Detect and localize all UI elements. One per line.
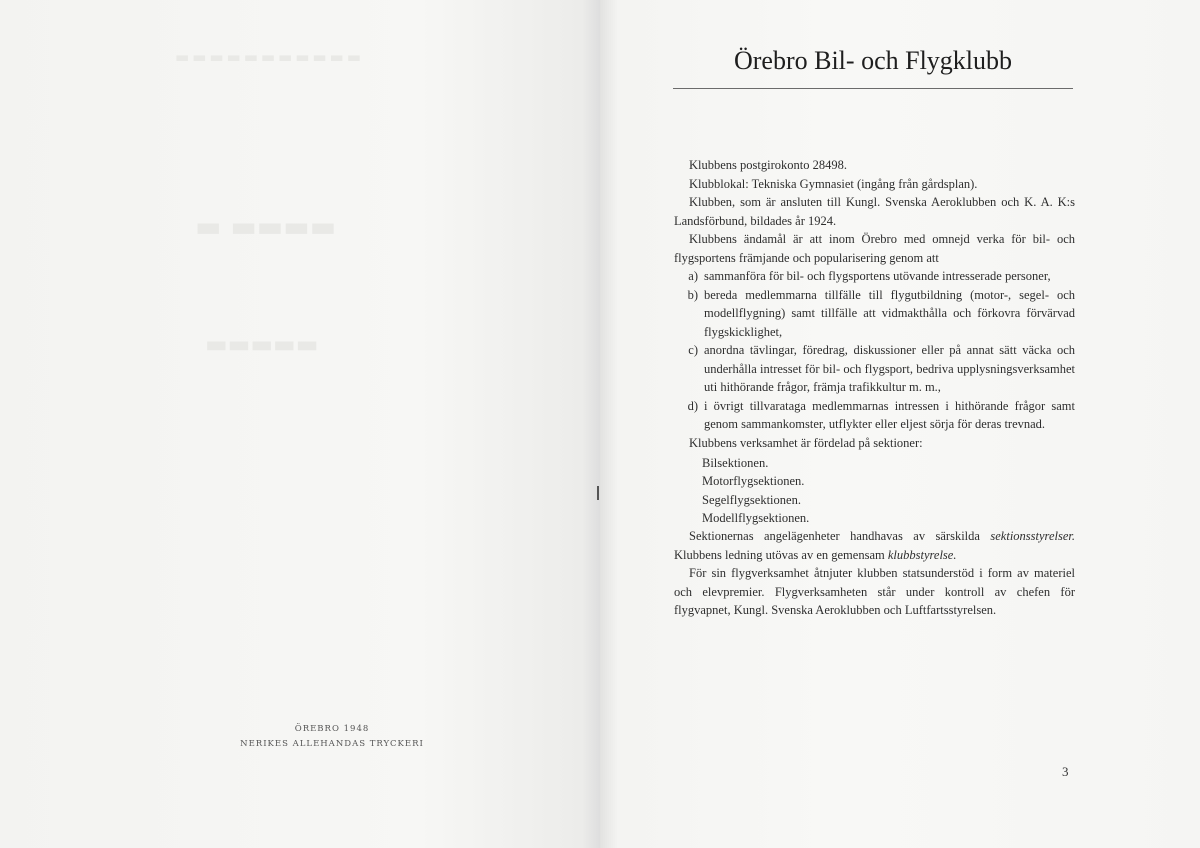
- list-item: [674, 397, 1075, 434]
- list-marker: c): [688, 343, 698, 357]
- management-italic-1: sektionsstyrelser.: [990, 529, 1075, 544]
- list-marker: a): [688, 269, 698, 283]
- list-text: anordna tävlingar, föredrag, diskussioner eller på annat sätt väcka och underhålla intresset för bil- och flygsport, bedriva upplysningsverksamhet uti hithörande frågor, främja trafikkultur m. m.,: [704, 343, 1075, 394]
- sections-list: [702, 454, 1075, 527]
- paragraph-management: [674, 527, 1075, 564]
- paragraph-postgiro: Klubbens postgirokonto 28498.: [689, 158, 847, 172]
- list-item: [674, 286, 1075, 342]
- list-item: [674, 267, 1075, 286]
- list-text: sammanföra för bil- och flygsportens utövande intresserade personer,: [704, 269, 1051, 283]
- list-marker: d): [687, 398, 698, 413]
- bleed-through-text: ▬ ▬▬▬▬: [195, 210, 337, 243]
- page-title: Örebro Bil- och Flygklubb: [733, 46, 1013, 75]
- section-item: Segelflygsektionen.: [702, 492, 801, 507]
- list-text: bereda medlemmarna tillfälle till flygutbildning (motor-, segel- och modellflygning) samt tillfälle att vidmakthålla och förkovra förvärvad flygskicklighet,: [704, 287, 1075, 339]
- list-marker: b): [687, 287, 698, 302]
- section-item: Modellflygsektionen.: [702, 510, 810, 525]
- management-text-b: Klubbens ledning utövas av en gemensam: [674, 547, 888, 562]
- paragraph-clubroom: Klubblokal: Tekniska Gymnasiet (ingång från gårdsplan).: [689, 176, 978, 191]
- management-italic-2: klubbstyrelse.: [887, 547, 957, 562]
- paragraph-sections-intro: Klubbens verksamhet är fördelad på sektioner:: [689, 435, 923, 450]
- list-item: [674, 341, 1075, 397]
- title-rule: [673, 88, 1073, 89]
- page-number: 3: [1062, 764, 1069, 779]
- imprint-place-year: ÖREBRO 1948: [294, 724, 370, 734]
- bleed-through-text: ▬▬▬▬▬: [205, 330, 319, 358]
- imprint-printer: NERIKES ALLEHANDAS TRYCKERI: [240, 739, 424, 749]
- paragraph-founding: Klubben, som är ansluten till Kungl. Svenska Aeroklubben och K. A. K:s Landsförbund, bildades år 1924.: [674, 195, 1075, 228]
- gutter-mark: [597, 486, 599, 500]
- section-item: Bilsektionen.: [702, 456, 769, 470]
- paragraph-flight-operations: För sin flygverksamhet åtnjuter klubben statsunderstöd i form av materiel och elevpremier. Flygverksamheten står under kontroll av chefen för flygvapnet, Kungl. Svenska Aeroklubben och Luftfartsstyrelsen.: [674, 566, 1075, 618]
- section-item: Motorflygsektionen.: [702, 474, 805, 489]
- paragraph-purpose: Klubbens ändamål är att inom Örebro med omnejd verka för bil- och flygsportens främjande och popularisering genom att: [674, 232, 1075, 265]
- management-text-a: Sektionernas angelägenheter handhavas av särskilda: [689, 529, 991, 544]
- printer-imprint: [232, 722, 432, 752]
- list-text: i övrigt tillvarataga medlemmarnas intressen i hithörande frågor samt genom sammankomster, utflykter eller eljest sörja för deras trevnad.: [704, 398, 1075, 431]
- bleed-through-text: ▬▬▬▬▬▬▬▬▬▬▬: [175, 48, 364, 66]
- purpose-list: [674, 267, 1075, 434]
- body-text: [674, 156, 1075, 620]
